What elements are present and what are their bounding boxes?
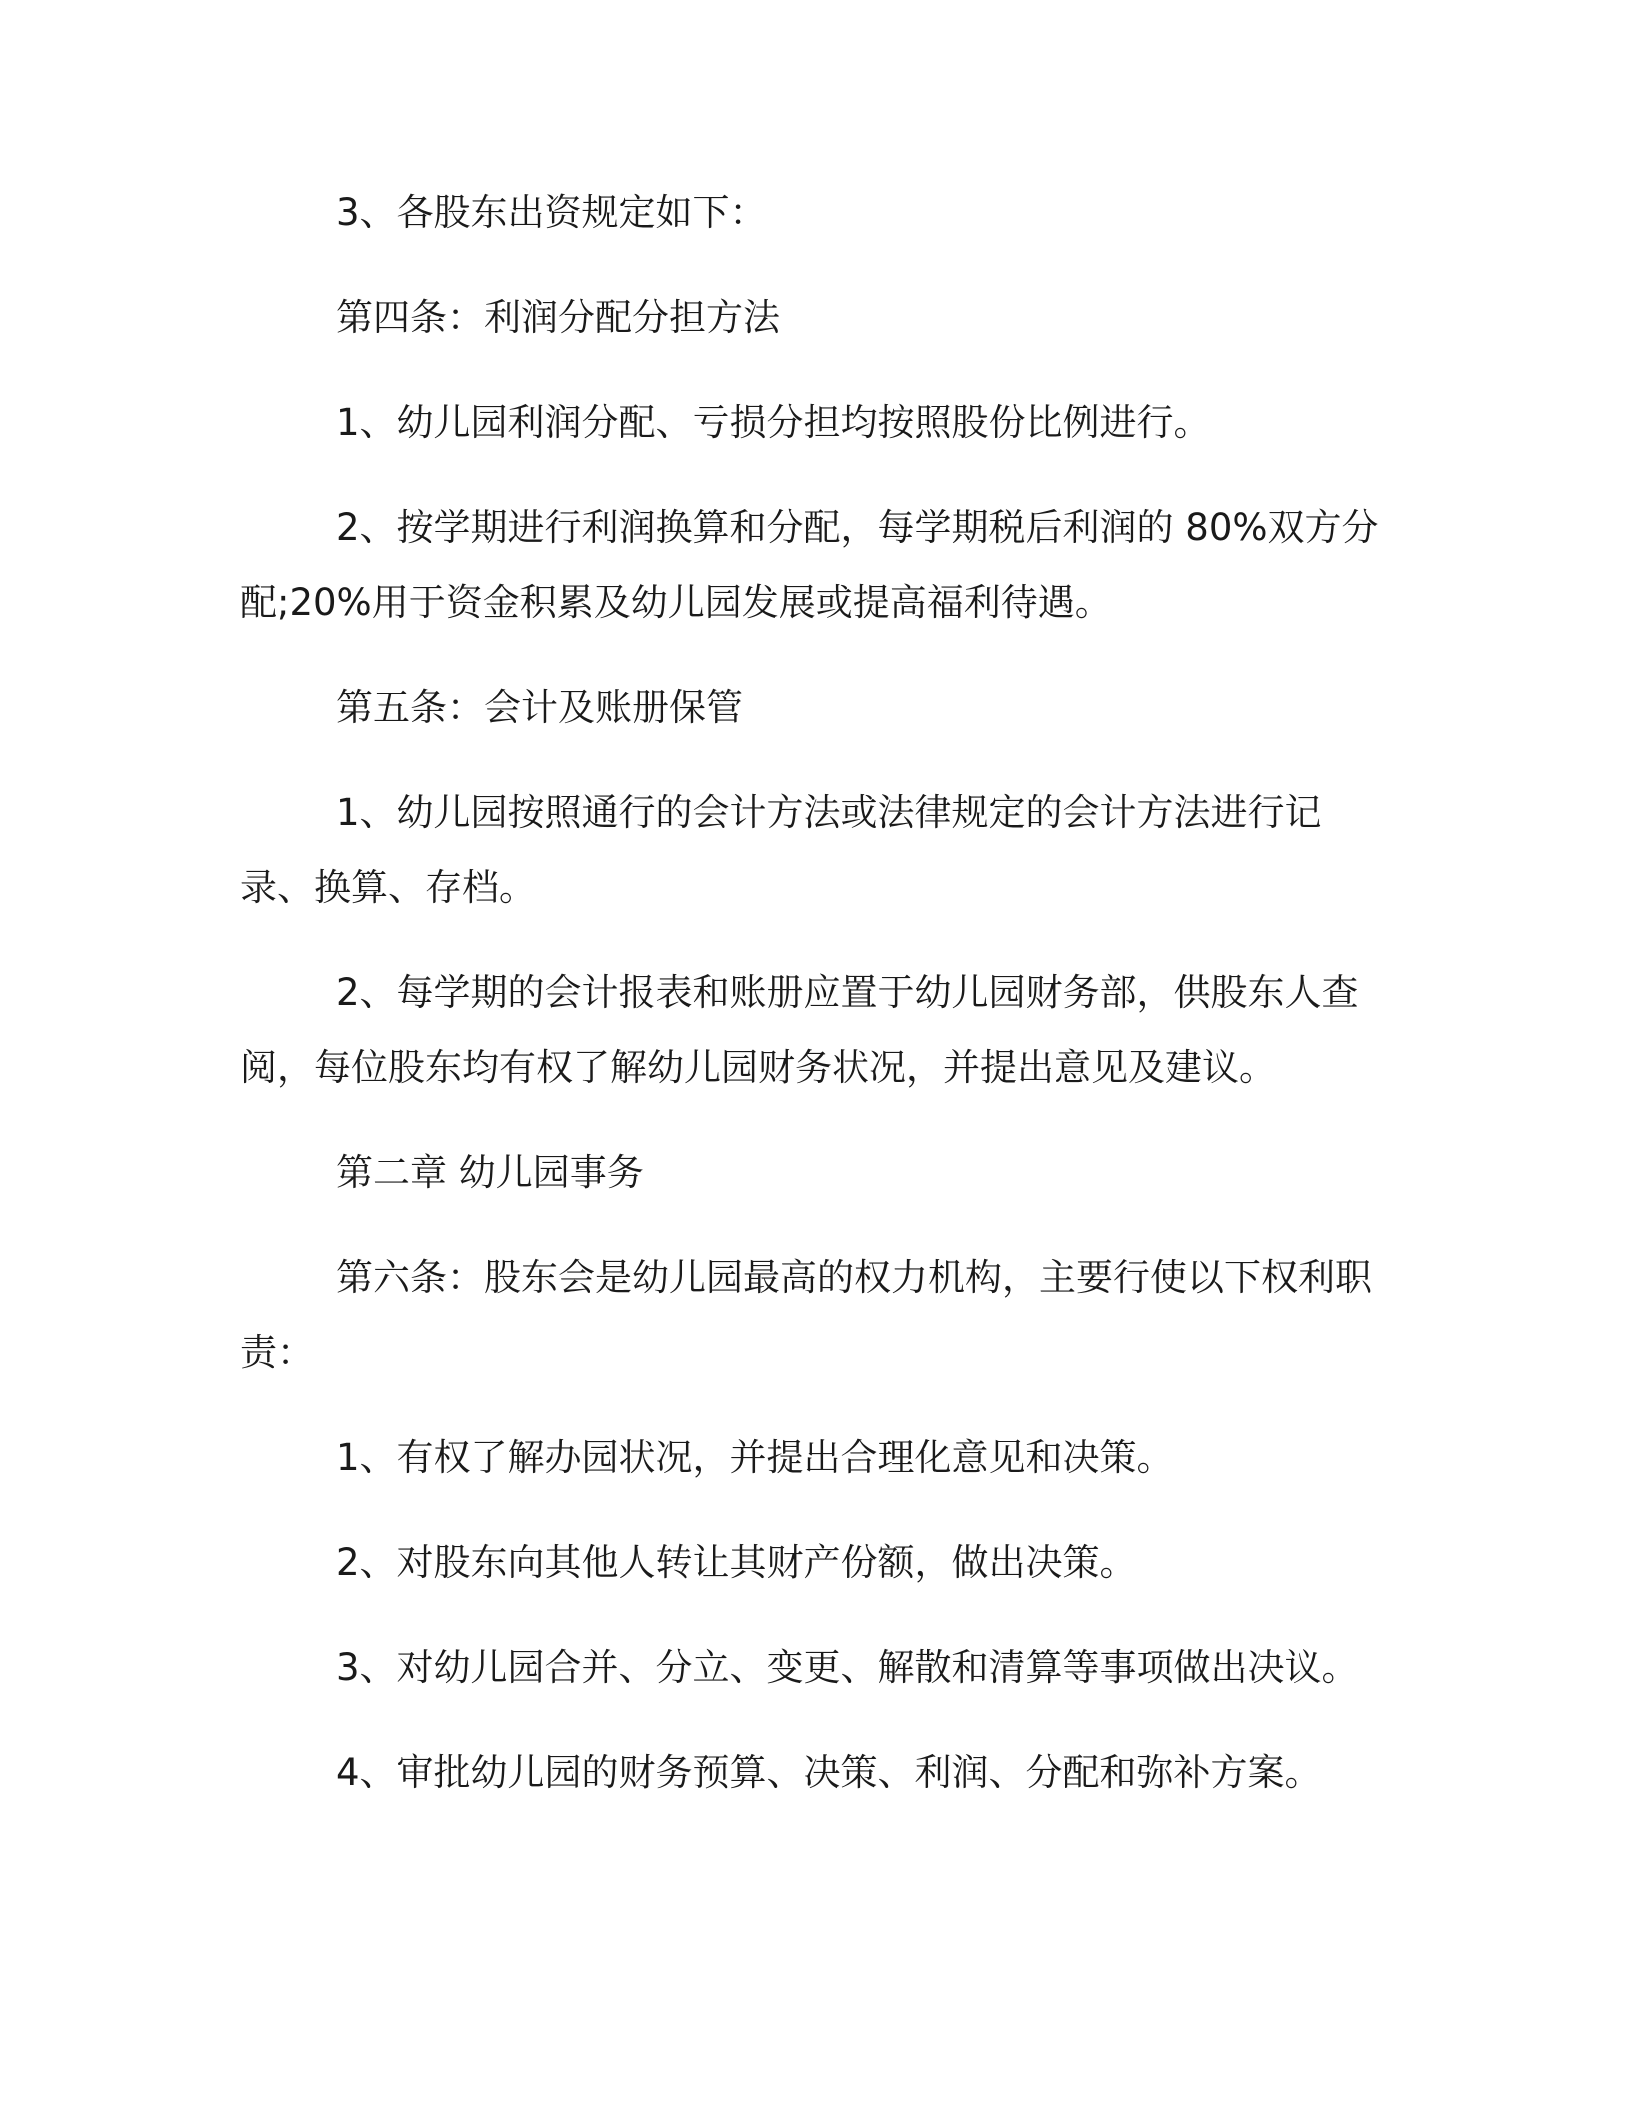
heading-article-6: 第六条：股东会是幼儿园最高的权力机构，主要行使以下权利职责： [240, 1256, 1372, 1374]
paragraph-shareholder-contribution: 3、各股东出资规定如下： [336, 191, 767, 234]
paragraph-duty-1: 1、有权了解办园状况，并提出合理化意见和决策。 [336, 1436, 1174, 1479]
paragraph-accounting-1: 1、幼儿园按照通行的会计方法或法律规定的会计方法进行记录、换算、存档。 [240, 791, 1322, 909]
heading-chapter-2: 第二章 幼儿园事务 [336, 1151, 644, 1194]
paragraph-profit-distribution-1: 1、幼儿园利润分配、亏损分担均按照股份比例进行。 [336, 401, 1211, 444]
paragraph-profit-distribution-2: 2、按学期进行利润换算和分配，每学期税后利润的 80%双方分配;20%用于资金积累及幼儿园发展或提高福利待遇。 [240, 506, 1379, 624]
paragraph-accounting-2: 2、每学期的会计报表和账册应置于幼儿园财务部，供股东人查阅，每位股东均有权了解幼儿园财务状况，并提出意见及建议。 [240, 971, 1359, 1089]
paragraph-duty-3: 3、对幼儿园合并、分立、变更、解散和清算等事项做出决议。 [336, 1646, 1359, 1689]
paragraph-duty-2: 2、对股东向其他人转让其财产份额，做出决策。 [336, 1541, 1137, 1584]
heading-article-5: 第五条：会计及账册保管 [336, 686, 743, 729]
heading-article-4: 第四条：利润分配分担方法 [336, 296, 780, 339]
paragraph-duty-4: 4、审批幼儿园的财务预算、决策、利润、分配和弥补方案。 [336, 1751, 1322, 1794]
document-body [240, 175, 1390, 1810]
